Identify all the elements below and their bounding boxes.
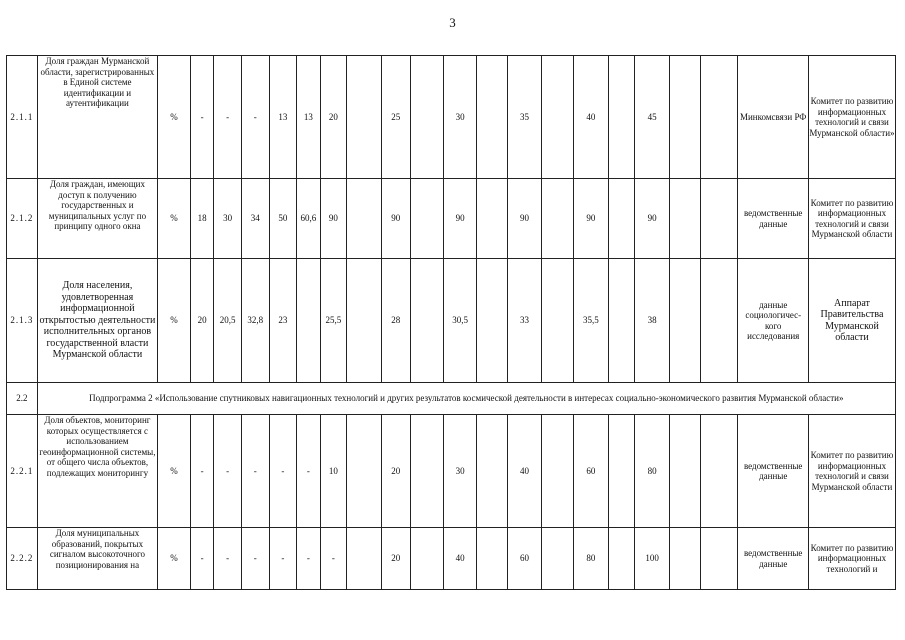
source-cell: Минкомсвязи РФ [738, 56, 809, 179]
value-cell: - [269, 528, 297, 590]
value-cell: 18 [190, 179, 214, 259]
empty-cell [700, 56, 738, 179]
responsible-cell: Комитет по развитию информационных технологий и связи Мурманской области [808, 415, 895, 528]
empty-cell [608, 528, 635, 590]
row-number: 2.2.1 [7, 415, 38, 528]
value-cell: - [241, 415, 269, 528]
responsible-cell: Комитет по развитию информационных технологий и связи Мурманской области [808, 179, 895, 259]
row-number: 2.2.2 [7, 528, 38, 590]
empty-cell [608, 179, 635, 259]
value-cell: 60 [507, 528, 542, 590]
value-cell: - [190, 528, 214, 590]
value-cell: 40 [573, 56, 608, 179]
empty-cell [542, 415, 574, 528]
empty-cell [410, 179, 444, 259]
indicator-name: Доля муниципальных образований, покрытых сигналом высокоточного позиционирования на [37, 528, 158, 590]
empty-cell [700, 179, 738, 259]
value-cell: 23 [269, 259, 297, 383]
source-cell: данные социологичес-кого исследования [738, 259, 809, 383]
value-cell: 20 [381, 415, 410, 528]
table-row [7, 415, 896, 528]
value-cell: - [214, 528, 242, 590]
empty-cell [347, 415, 382, 528]
unit-cell: % [158, 528, 191, 590]
indicators-table [6, 55, 896, 590]
empty-cell [608, 259, 635, 383]
value-cell: 33 [507, 259, 542, 383]
value-cell: 100 [635, 528, 670, 590]
empty-cell [542, 179, 574, 259]
empty-cell [347, 528, 382, 590]
value-cell: 30 [214, 179, 242, 259]
value-cell: 32,8 [241, 259, 269, 383]
value-cell: - [241, 528, 269, 590]
empty-cell [476, 415, 507, 528]
empty-cell [476, 259, 507, 383]
value-cell: 45 [635, 56, 670, 179]
value-cell: 13 [269, 56, 297, 179]
value-cell [297, 259, 321, 383]
value-cell: 20 [381, 528, 410, 590]
indicator-name: Доля объектов, мониторинг которых осуществляется с использованием геоинформационной системы, от общего числа объектов, подлежащих мониторингу [37, 415, 158, 528]
unit-cell: % [158, 179, 191, 259]
value-cell: 30 [444, 56, 477, 179]
indicator-name: Доля граждан Мурманской области, зарегистрированных в Единой системе идентификации и аутентификации [37, 56, 158, 179]
indicator-name: Доля граждан, имеющих доступ к получению государственных и муниципальных услуг по принципу одного окна [37, 179, 158, 259]
empty-cell [608, 415, 635, 528]
value-cell: 50 [269, 179, 297, 259]
empty-cell [476, 56, 507, 179]
value-cell: - [269, 415, 297, 528]
value-cell: 80 [573, 528, 608, 590]
empty-cell [410, 415, 444, 528]
source-cell: ведомственные данные [738, 179, 809, 259]
row-number: 2.1.2 [7, 179, 38, 259]
value-cell: 35 [507, 56, 542, 179]
value-cell: 90 [320, 179, 347, 259]
value-cell: - [297, 528, 321, 590]
empty-cell [410, 528, 444, 590]
value-cell: 90 [444, 179, 477, 259]
value-cell: 30,5 [444, 259, 477, 383]
value-cell: 38 [635, 259, 670, 383]
empty-cell [670, 259, 701, 383]
empty-cell [347, 259, 382, 383]
table-row [7, 528, 896, 590]
value-cell: 60 [573, 415, 608, 528]
unit-cell: % [158, 56, 191, 179]
value-cell: - [190, 415, 214, 528]
row-number: 2.1.3 [7, 259, 38, 383]
responsible-cell: Комитет по развитию информационных технологий и [808, 528, 895, 590]
empty-cell [700, 259, 738, 383]
value-cell: 90 [573, 179, 608, 259]
empty-cell [347, 179, 382, 259]
source-cell: ведомственные данные [738, 528, 809, 590]
value-cell: 20 [320, 56, 347, 179]
responsible-cell: Комитет по развитию информационных технологий и связи Мурманской области» [808, 56, 895, 179]
table-row [7, 56, 896, 179]
empty-cell [410, 259, 444, 383]
value-cell: 40 [507, 415, 542, 528]
value-cell: 40 [444, 528, 477, 590]
empty-cell [542, 528, 574, 590]
value-cell: - [320, 528, 347, 590]
empty-cell [670, 179, 701, 259]
value-cell: 34 [241, 179, 269, 259]
value-cell: 10 [320, 415, 347, 528]
row-number: 2.1.1 [7, 56, 38, 179]
empty-cell [542, 56, 574, 179]
value-cell: 25 [381, 56, 410, 179]
value-cell: 30 [444, 415, 477, 528]
empty-cell [347, 56, 382, 179]
value-cell: 90 [381, 179, 410, 259]
value-cell: 25,5 [320, 259, 347, 383]
unit-cell: % [158, 259, 191, 383]
subprogram-number: 2.2 [7, 383, 38, 415]
subprogram-title: Подпрограмма 2 «Использование спутниковых навигационных технологий и других результатов космической деятельности в интересах социально-экономического развития Мурманской области» [37, 383, 895, 415]
empty-cell [670, 528, 701, 590]
unit-cell: % [158, 415, 191, 528]
value-cell: 13 [297, 56, 321, 179]
value-cell: 20 [190, 259, 214, 383]
value-cell: - [214, 56, 242, 179]
value-cell: 80 [635, 415, 670, 528]
empty-cell [410, 56, 444, 179]
source-cell: ведомственные данные [738, 415, 809, 528]
empty-cell [700, 415, 738, 528]
empty-cell [670, 56, 701, 179]
value-cell: - [190, 56, 214, 179]
empty-cell [670, 415, 701, 528]
value-cell: 35,5 [573, 259, 608, 383]
value-cell: 90 [635, 179, 670, 259]
empty-cell [608, 56, 635, 179]
empty-cell [476, 528, 507, 590]
table-row [7, 179, 896, 259]
value-cell: 20,5 [214, 259, 242, 383]
table-row [7, 259, 896, 383]
value-cell: - [297, 415, 321, 528]
value-cell: - [214, 415, 242, 528]
value-cell: 60,6 [297, 179, 321, 259]
subprogram-row [7, 383, 896, 415]
empty-cell [476, 179, 507, 259]
empty-cell [700, 528, 738, 590]
page-number: 3 [449, 15, 456, 30]
value-cell: 90 [507, 179, 542, 259]
indicator-name: Доля населения, удовлетворенная информационной открытостью деятельности исполнительных органов государственной власти Мурманской области [37, 259, 158, 383]
value-cell: - [241, 56, 269, 179]
value-cell: 28 [381, 259, 410, 383]
responsible-cell: Аппарат Правительства Мурманской области [808, 259, 895, 383]
empty-cell [542, 259, 574, 383]
